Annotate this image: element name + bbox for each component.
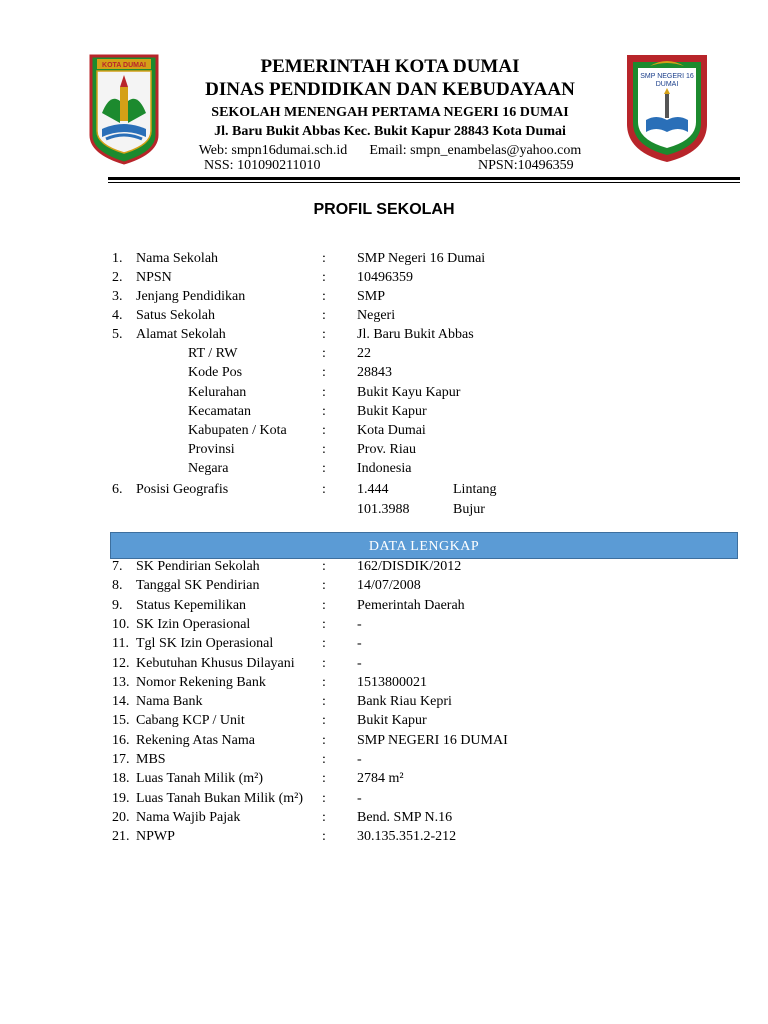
npsn-number: NPSN:10496359 [478,158,574,173]
item-value: - [357,752,362,767]
list-item [0,306,768,325]
item-colon: : [322,809,326,825]
item-label: Kabupaten / Kota [188,423,287,438]
list-item [0,363,768,382]
item-value: SMP Negeri 16 Dumai [357,251,486,266]
right-logo-text-1: SMP NEGERI 16 [640,73,694,80]
list-item [0,480,768,499]
letterhead [160,56,620,160]
item-label: RT / RW [188,346,238,361]
item-colon: : [322,461,326,476]
item-value: - [357,655,362,671]
right-logo-text-2: DUMAI [655,81,679,88]
item-value: 1513800021 [357,674,427,690]
list-item [0,769,768,788]
list-item [0,615,768,634]
item-value: 101.3988 [357,502,410,517]
list-item [0,750,768,769]
item-label: Rekening Atas Nama [136,732,255,748]
item-value: Bukit Kapur [357,404,427,419]
section-band-data-lengkap: DATA LENGKAP [110,532,738,559]
header-rule-thin [108,182,740,183]
item-number: 18. [112,771,130,787]
item-number: 5. [112,327,123,342]
item-number: 14. [112,694,130,710]
item-label: Kode Pos [188,365,243,380]
item-value: 14/07/2008 [357,578,421,594]
list-item [0,402,768,421]
list-item [0,287,768,306]
item-value: - [357,636,362,652]
item-value: 28843 [357,365,392,380]
item-value: Bukit Kayu Kapur [357,385,461,400]
item-label: Nomor Rekening Bank [136,674,266,690]
left-logo-text: KOTA DUMAI [102,62,146,69]
item-number: 11. [112,636,129,652]
item-label: Kebutuhan Khusus Dilayani [136,655,295,671]
item-number: 10. [112,616,130,632]
school-name: SEKOLAH MENENGAH PERTAMA NEGERI 16 DUMAI [211,105,569,120]
website: Web: smpn16dumai.sch.id [198,143,348,158]
smp-negeri-16-logo [624,52,710,164]
item-colon: : [322,559,326,574]
item-colon: : [322,829,326,845]
item-label: Cabang KCP / Unit [136,713,245,729]
item-colon: : [322,270,326,285]
item-value: Kota Dumai [357,423,426,438]
list-item [0,576,768,595]
item-label: Status Kepemilikan [136,597,247,613]
item-colon: : [322,308,326,323]
list-item [0,440,768,459]
school-address: Jl. Baru Bukit Abbas Kec. Bukit Kapur 28843 Kota Dumai [214,124,566,139]
item-number: 7. [112,559,123,574]
item-colon: : [322,385,326,400]
item-label: Nama Sekolah [136,251,219,266]
list-item [0,268,768,287]
item-colon: : [322,616,326,632]
item-value: - [357,790,362,806]
item-value: Negeri [357,308,396,323]
item-number: 2. [112,270,123,285]
item-number: 9. [112,597,123,613]
item-label: Provinsi [188,442,235,457]
item-colon: : [322,597,326,613]
item-value: 2784 m² [357,771,404,787]
item-value: 1.444 [357,482,389,497]
item-colon: : [322,790,326,806]
item-value: 162/DISDIK/2012 [357,559,462,574]
item-value: 10496359 [357,270,413,285]
item-number: 21. [112,829,130,845]
list-item [0,711,768,730]
list-item [0,808,768,827]
list-item [0,596,768,615]
item-colon: : [322,346,326,361]
item-colon: : [322,289,326,304]
kota-dumai-logo [88,53,160,165]
item-colon: : [322,578,326,594]
list-item [0,325,768,344]
list-item [0,789,768,808]
item-label: Tgl SK Izin Operasional [136,636,274,652]
item-label: Nama Bank [136,694,203,710]
nss-number: NSS: 101090211010 [204,158,321,173]
item-number: 17. [112,752,130,767]
item-colon: : [322,771,326,787]
list-item [0,344,768,363]
item-label: NPSN [136,270,172,285]
item-number: 16. [112,732,130,748]
list-item [0,500,768,519]
item-colon: : [322,251,326,266]
item-label: SK Izin Operasional [136,616,251,632]
item-colon: : [322,636,326,652]
item-value: Jl. Baru Bukit Abbas [357,327,474,342]
item-label: Tanggal SK Pendirian [136,578,260,594]
government-name: PEMERINTAH KOTA DUMAI [260,56,520,77]
item-number: 8. [112,578,123,594]
list-item [0,249,768,268]
item-value: Prov. Riau [357,442,416,457]
item-number: 3. [112,289,123,304]
department-name: DINAS PENDIDIKAN DAN KEBUDAYAAN [205,79,575,100]
item-colon: : [322,327,326,342]
item-colon: : [322,752,326,767]
item-value: Bank Riau Kepri [357,694,452,710]
list-item [0,654,768,673]
item-label: Luas Tanah Milik (m²) [136,771,263,787]
item-label: Negara [188,461,229,476]
item-colon: : [322,482,326,497]
item-label: Satus Sekolah [136,308,215,323]
item-label: Luas Tanah Bukan Milik (m²) [136,790,304,806]
item-value: Bend. SMP N.16 [357,809,453,825]
item-label: NPWP [136,829,175,845]
item-colon: : [322,423,326,438]
email: Email: smpn_enambelas@yahoo.com [369,143,582,158]
item-label: Jenjang Pendidikan [136,289,246,304]
item-number: 13. [112,674,130,690]
item-number: 15. [112,713,130,729]
list-item [0,459,768,478]
item-colon: : [322,404,326,419]
item-colon: : [322,713,326,729]
item-colon: : [322,732,326,748]
list-item [0,421,768,440]
item-label: MBS [136,752,166,767]
item-number: 1. [112,251,123,266]
item-colon: : [322,442,326,457]
item-colon: : [322,674,326,690]
item-label: Posisi Geografis [136,482,229,497]
item-number: 19. [112,790,130,806]
list-item [0,827,768,846]
item-label: Kecamatan [188,404,251,419]
item-value: SMP NEGERI 16 DUMAI [357,732,508,748]
item-unit: Bujur [453,502,485,517]
item-number: 4. [112,308,123,323]
item-value: Indonesia [357,461,412,476]
list-item [0,731,768,750]
item-number: 12. [112,655,130,671]
header-rule-thick [108,177,740,180]
page-title: PROFIL SEKOLAH [313,201,455,218]
list-item [0,634,768,653]
list-item [0,673,768,692]
item-label: Alamat Sekolah [136,327,226,342]
item-value: - [357,616,362,632]
item-number: 20. [112,809,130,825]
item-value: 30.135.351.2-212 [357,829,457,845]
item-label: Nama Wajib Pajak [136,809,241,825]
item-value: SMP [357,289,386,304]
list-item [0,557,768,576]
list-item [0,692,768,711]
item-value: 22 [357,346,371,361]
item-label: SK Pendirian Sekolah [136,559,260,574]
item-unit: Lintang [453,482,497,497]
item-colon: : [322,365,326,380]
item-value: Bukit Kapur [357,713,427,729]
item-number: 6. [112,482,123,497]
list-item [0,383,768,402]
item-label: Kelurahan [188,385,247,400]
item-colon: : [322,655,326,671]
item-colon: : [322,694,326,710]
item-value: Pemerintah Daerah [357,597,465,613]
